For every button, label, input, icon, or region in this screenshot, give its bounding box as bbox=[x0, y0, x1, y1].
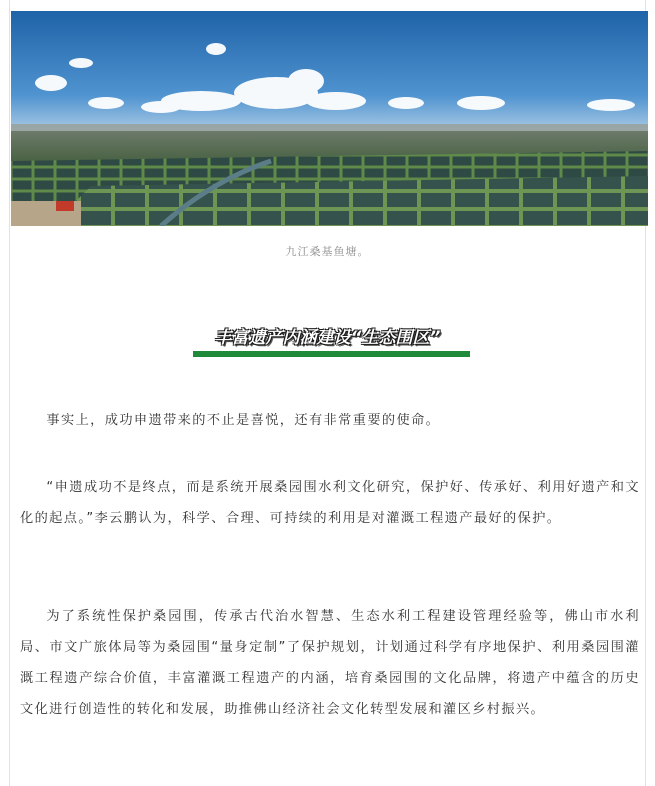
left-border bbox=[9, 0, 10, 786]
paragraph-3: 为了系统性保护桑园围，传承古代治水智慧、生态水利工程建设管理经验等，佛山市水利局、市文广旅体局等为桑园围“量身定制”了保护规划，计划通过科学有序地保护、利用桑园围灌溉工程遗产综合价值，丰富灌溉工程遗产的内涵，培育桑园围的文化品牌，将遗产中蕴含的历史文化进行创造性的转化和发展，助推佛山经济社会文化转型发展和灌区乡村振兴。 bbox=[20, 609, 640, 717]
paragraph-2: “申遗成功不是终点，而是系统开展桑园围水利文化研究，保护好、传承好、利用好遗产和文化的起点。”李云鹏认为，科学、合理、可持续的利用是对灌溉工程遗产最好的保护。 bbox=[20, 480, 640, 526]
paragraph-1: 事实上，成功申遗带来的不止是喜悦，还有非常重要的使命。 bbox=[46, 413, 441, 428]
section-title: 丰富遗产内涵建设“生态围区” bbox=[214, 328, 441, 348]
section-title-underline bbox=[193, 351, 470, 357]
photo-caption: 九江桑基鱼塘。 bbox=[285, 245, 370, 258]
aerial-photo bbox=[11, 11, 648, 226]
